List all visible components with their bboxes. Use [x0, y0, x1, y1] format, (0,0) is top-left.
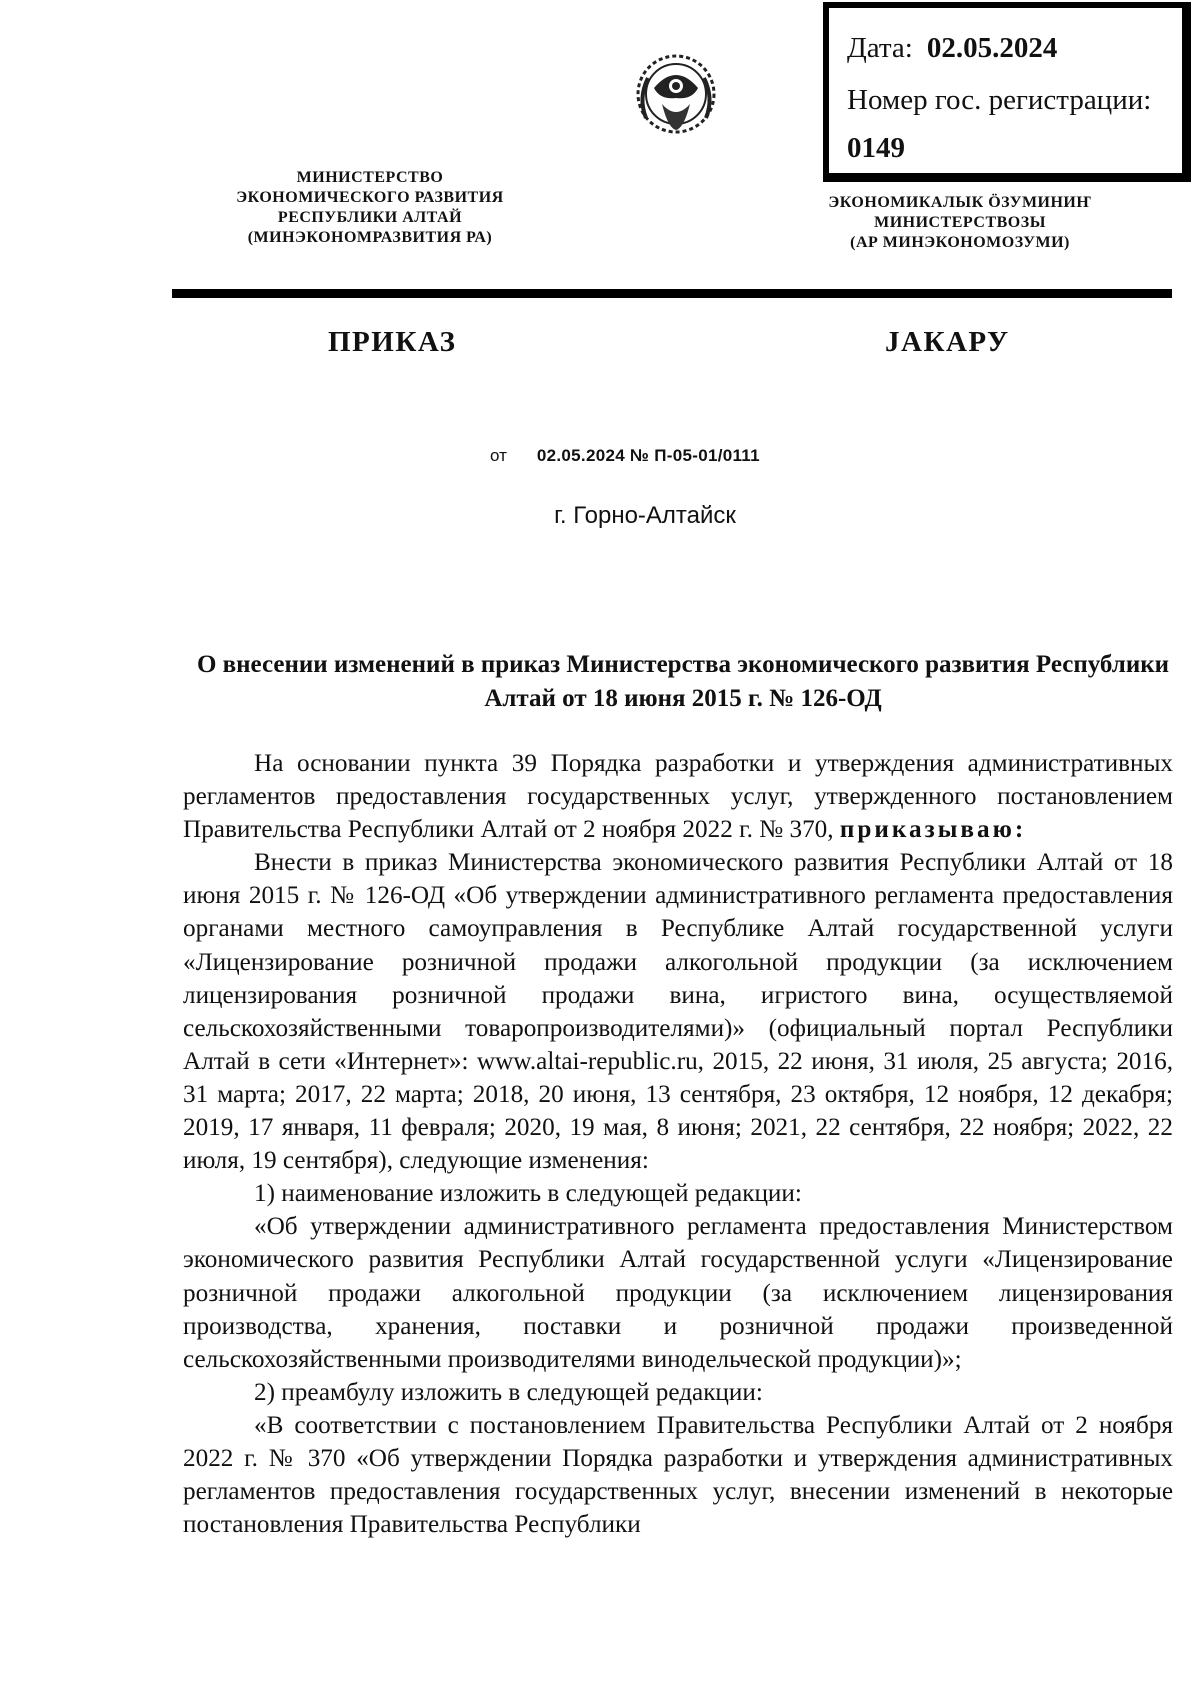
ministry-name-russian — [160, 168, 580, 248]
body-paragraph: 2) преамбулу изложить в следующей редакции: — [254, 1378, 763, 1406]
registration-number-label: Номер гос. регистрации: — [847, 84, 1152, 116]
ministry-ru-line: РЕСПУБЛИКИ АЛТАЙ — [277, 209, 463, 226]
body-paragraph: 1) наименование изложить в следующей редакции: — [254, 1180, 802, 1208]
body-paragraph: «Об утверждении административного регламента предоставления Министерством экономического развития Республики Алтай государственной услуги «Лицензирование розничной продажи алкогольной продукции (за исключением лицензирования производства, хранения, поставки и розничной продажи произведенной сельскохозяйственными производителями винодельческой продукции)»; — [183, 1213, 1173, 1373]
ministry-alt-line: МИНИСТЕРСТВОЗЫ — [874, 214, 1046, 231]
ministry-alt-line: (АР МИНЭКОНОМОЗУМИ) — [850, 234, 1070, 251]
paragraph-text: На основании пункта 39 Порядка разработки и утверждения административных регламентов предоставления государственных услуг, утвержденного постановлением Правительства Республики Алтай от 2 ноября 2022 г. № 370, — [183, 750, 1173, 844]
ministry-name-altai — [750, 193, 1170, 253]
document-body — [183, 747, 1173, 1541]
order-title-russian: ПРИКАЗ — [328, 326, 457, 358]
registration-box — [823, 2, 1191, 182]
ministry-ru-line: МИНИСТЕРСТВО — [296, 169, 444, 186]
body-paragraph: «В соответствии с постановлением Правительства Республики Алтай от 2 ноября 2022 г. № 370 «Об утверждении Порядка разработки и утверждения административных регламентов предоставления государственных услуг, внесении изменений в некоторые постановления Правительства Республики — [183, 1411, 1173, 1539]
ministry-ru-line: ЭКОНОМИЧЕСКОГО РАЗВИТИЯ — [236, 189, 504, 206]
order-date-line — [490, 446, 760, 466]
header-divider — [172, 289, 1172, 298]
body-paragraph: Внести в приказ Министерства экономического развития Республики Алтай от 18 июня 2015 г. № 126-ОД «Об утверждении административного регламента предоставления органами местного самоуправления в Республике Алтай государственной услуги «Лицензирование розничной продажи алкогольной продукции (за исключением лицензирования розничной продажи вина, игристого вина, осуществляемой сельскохозяйственными товаропроизводителями)» (официальный портал Республики Алтай в сети «Интернет»: www.altai-republic.ru, 2015, 22 июня, 31 июля, 25 августа; 2016, 31 марта; 2017, 22 марта; 2018, 20 июня, 13 сентября, 23 октября, 12 ноября, 12 декабря; 2019, 17 января, 11 февраля; 2020, 19 мая, 8 июня; 2021, 22 сентября, 22 ноября; 2022, 22 июля, 19 сентября), следующие изменения: — [183, 849, 1173, 1175]
registration-date-row — [847, 32, 1057, 65]
document-heading: О внесении изменений в приказ Министерства экономического развития Республики Алтай от 18 июня 2015 г. № 126-ОД — [196, 651, 1170, 712]
coat-of-arms-emblem — [632, 48, 720, 144]
paragraph-emphasis: приказываю: — [839, 816, 1027, 844]
registration-number-value: 0149 — [847, 132, 905, 164]
order-date-prefix: от — [490, 446, 507, 465]
body-paragraph — [183, 747, 1173, 846]
city-line: г. Горно-Алтайск — [554, 502, 736, 529]
ministry-ru-line: (МИНЭКОНОМРАЗВИТИЯ РА) — [247, 229, 493, 246]
order-title-altai: JАКАРУ — [885, 326, 1010, 358]
order-date-number: 02.05.2024 № П-05-01/0111 — [536, 446, 760, 465]
registration-date-value: 02.05.2024 — [926, 32, 1058, 64]
ministry-alt-line: ЭКОНОМИКАЛЫК ÖЗУМИНИҤ — [828, 194, 1092, 211]
registration-date-label: Дата: — [847, 32, 913, 64]
